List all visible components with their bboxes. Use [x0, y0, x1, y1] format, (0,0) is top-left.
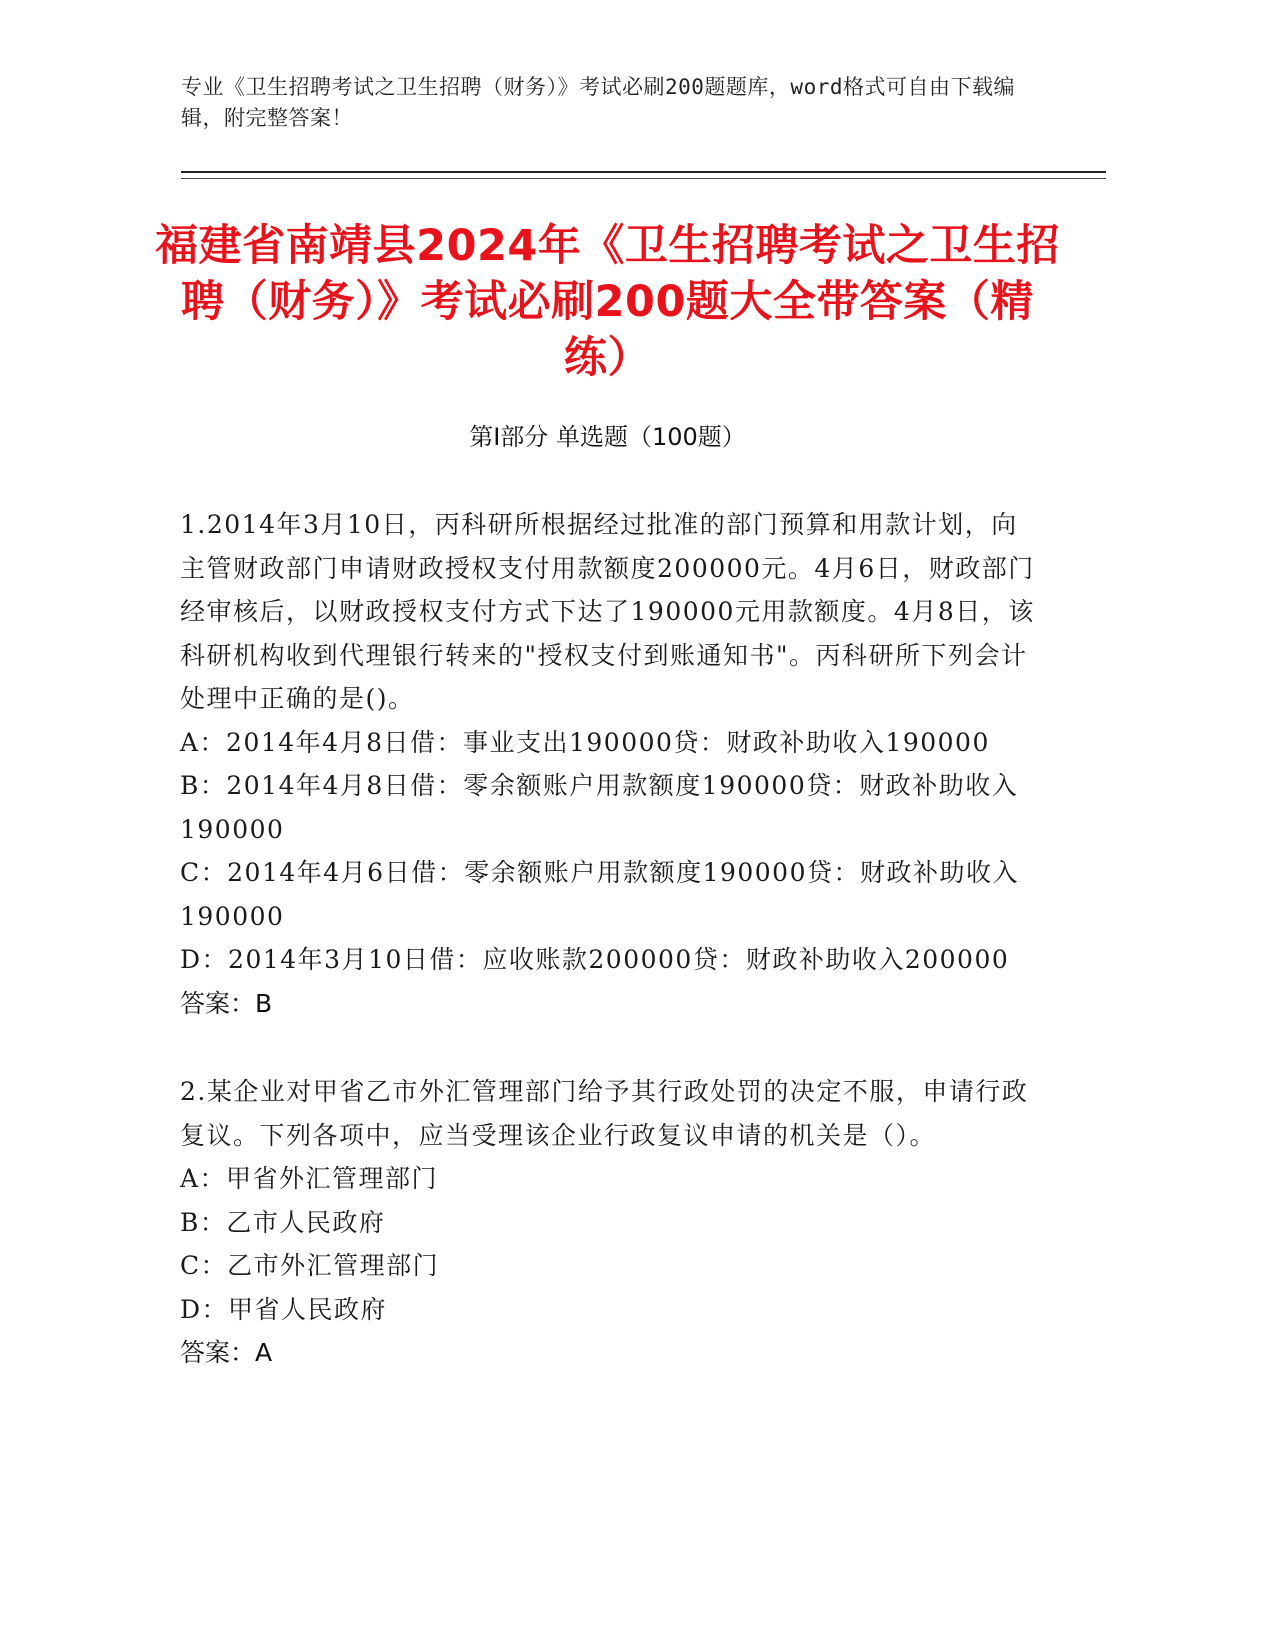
answer-label: 答案：B — [180, 988, 273, 1018]
question-list — [180, 503, 1040, 1375]
option-d: D：甲省人民政府 — [180, 1294, 388, 1324]
option-c: C：2014年4月6日借：零余额账户用款额度190000贷：财政补助收入190000 — [180, 858, 1019, 931]
question-stem: 1.2014年3月10日，丙科研所根据经过批准的部门预算和用款计划，向主管财政部门申请财政授权支付用款额度200000元。4月6日，财政部门经审核后，以财政授权支付方式下达了190000元用款额度。4月8日，该科研机构收到代理银行转来的"授权支付到账通知书"。丙科研所下列会计处理中正确的是()。 — [180, 510, 1035, 713]
section-title: 第Ⅰ部分 单选题（100题） — [469, 423, 746, 451]
header-note: 专业《卫生招聘考试之卫生招聘（财务）》考试必刷200题题库，word格式可自由下载编辑，附完整答案！ — [181, 75, 1015, 130]
answer-label: 答案：A — [180, 1338, 273, 1367]
header-rule-thick — [181, 171, 1106, 173]
option-d: D：2014年3月10日借：应收账款200000贷：财政补助收入200000 — [180, 945, 1010, 974]
header-rule-thin — [181, 178, 1106, 179]
option-c: C：乙市外汇管理部门 — [180, 1251, 440, 1280]
question-2 — [180, 1070, 1040, 1375]
option-b: B：乙市人民政府 — [180, 1207, 386, 1237]
document-title: 福建省南靖县2024年《卫生招聘考试之卫生招聘（财务）》考试必刷200题大全带答案（精练） — [155, 221, 1060, 383]
question-1 — [180, 503, 1040, 1025]
option-b: B：2014年4月8日借：零余额账户用款额度190000贷：财政补助收入190000 — [180, 771, 1019, 844]
option-a: A：2014年4月8日借：事业支出190000贷：财政补助收入190000 — [180, 727, 990, 757]
option-a: A：甲省外汇管理部门 — [180, 1164, 439, 1193]
question-stem: 2.某企业对甲省乙市外汇管理部门给予其行政处罚的决定不服，申请行政复议。下列各项中，应当受理该企业行政复议申请的机关是（）。 — [180, 1077, 1029, 1150]
